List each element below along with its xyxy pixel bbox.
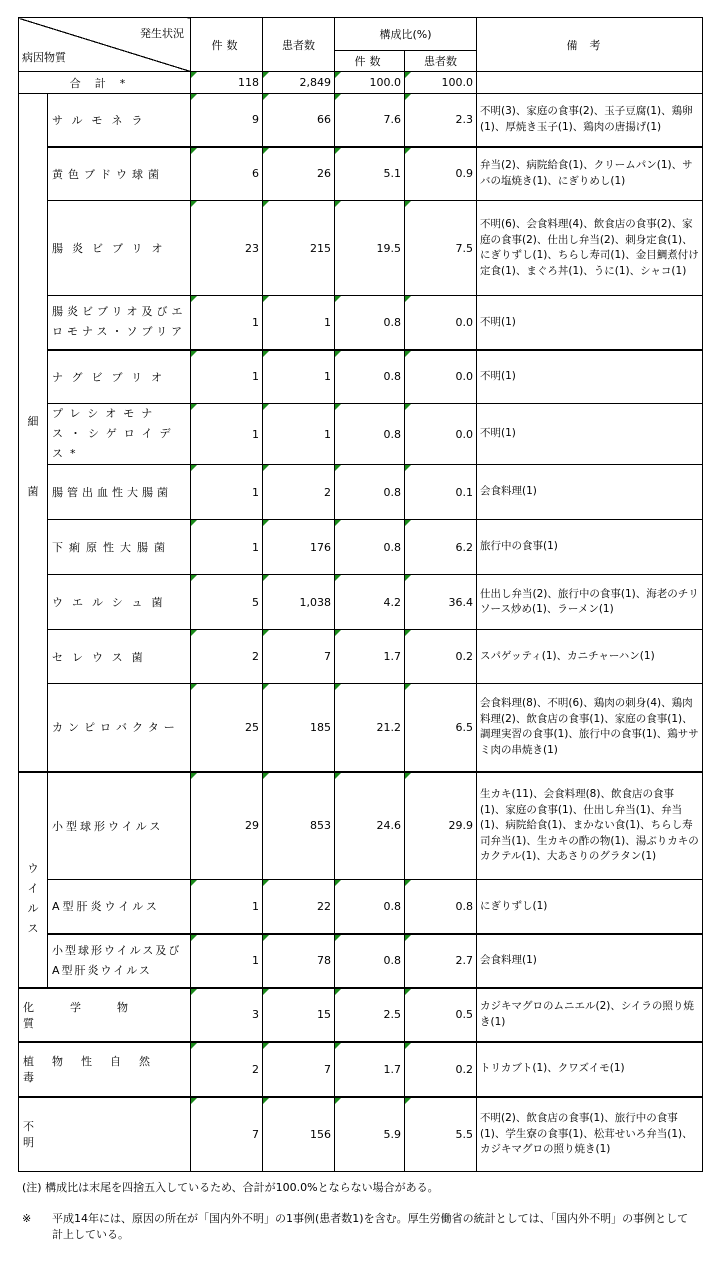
cases-cell: 6 — [191, 147, 263, 201]
agent-name: ナグビブリオ — [48, 350, 191, 404]
pct-cases-cell: 2.5 — [335, 988, 405, 1042]
cases-cell: 2 — [191, 1042, 263, 1097]
cases-cell: 29 — [191, 772, 263, 880]
patients-cell: 853 — [263, 772, 335, 880]
cases-cell: 25 — [191, 684, 263, 772]
table-row — [19, 94, 703, 147]
total-cases: 118 — [191, 72, 263, 94]
patients-cell: 78 — [263, 934, 335, 988]
footnote-2-text: 平成14年には、原因の所在が「国内外不明」の1事例(患者数1)を含む。厚生労働省の統計としては、「国内外不明」の事例として計上している。 — [52, 1212, 689, 1241]
table-row — [19, 880, 703, 934]
total-label: 合計* — [19, 72, 191, 94]
pct-patients-cell: 7.5 — [405, 201, 477, 296]
header-comp-patients: 患者数 — [405, 51, 477, 72]
patients-cell: 7 — [263, 630, 335, 684]
pct-patients-cell: 0.9 — [405, 147, 477, 201]
total-patients: 2,849 — [263, 72, 335, 94]
pct-patients-cell: 0.0 — [405, 296, 477, 350]
agent-name: 下痢原性大腸菌 — [48, 520, 191, 575]
remarks-cell: にぎりずし(1) — [477, 880, 703, 934]
remarks-cell: 弁当(2)、病院給食(1)、クリームパン(1)、サバの塩焼き(1)、にぎりめし(1) — [477, 147, 703, 201]
cases-cell: 1 — [191, 934, 263, 988]
total-pct-cases: 100.0 — [335, 72, 405, 94]
pct-cases-cell: 0.8 — [335, 404, 405, 465]
header-status: 発生状況 — [140, 27, 184, 40]
table-row — [19, 988, 703, 1042]
remarks-cell: 旅行中の食事(1) — [477, 520, 703, 575]
remarks-cell: 不明(2)、飲食店の食事(1)、旅行中の食事(1)、学生寮の食事(1)、松茸せいろ弁当(1)、カジキマグロの照り焼き(1) — [477, 1097, 703, 1172]
agent-name — [48, 934, 191, 988]
remarks-cell: トリカブト(1)、クワズイモ(1) — [477, 1042, 703, 1097]
pct-cases-cell: 0.8 — [335, 296, 405, 350]
pct-patients-cell: 2.7 — [405, 934, 477, 988]
remarks-cell: スパゲッティ(1)、カニチャーハン(1) — [477, 630, 703, 684]
table-row — [19, 147, 703, 201]
pct-cases-cell: 5.1 — [335, 147, 405, 201]
pct-cases-cell: 0.8 — [335, 350, 405, 404]
agent-name: セレウス菌 — [48, 630, 191, 684]
remarks-cell: 不明(3)、家庭の食事(2)、玉子豆腐(1)、鶏卵(1)、厚焼き玉子(1)、鶏肉の唐揚げ(1) — [477, 94, 703, 147]
cases-cell: 1 — [191, 520, 263, 575]
pct-cases-cell: 5.9 — [335, 1097, 405, 1172]
table-row — [19, 630, 703, 684]
pct-patients-cell: 6.5 — [405, 684, 477, 772]
pct-cases-cell: 24.6 — [335, 772, 405, 880]
agent-name: 腸炎ビブリオ — [48, 201, 191, 296]
remarks-cell: 生カキ(11)、会食料理(8)、飲食店の食事(1)、家庭の食事(1)、仕出し弁当(1)、弁当(1)、病院給食(1)、まかない食(1)、ちらし寿司弁当(1)、生カキの酢の物(1)、湯ぶりカキのカクテル(1)、大あさりのグラタン(1) — [477, 772, 703, 880]
group-virus-label: ウイルス — [27, 862, 39, 935]
patients-cell: 22 — [263, 880, 335, 934]
agent-name: ウエルシュ菌 — [48, 575, 191, 630]
cases-cell: 1 — [191, 404, 263, 465]
cases-cell: 23 — [191, 201, 263, 296]
pct-patients-cell: 0.5 — [405, 988, 477, 1042]
agent-name: カンピロバクター — [48, 684, 191, 772]
group-virus — [19, 772, 48, 988]
table-row — [19, 1097, 703, 1172]
patients-cell: 2 — [263, 465, 335, 520]
patients-cell: 156 — [263, 1097, 335, 1172]
patients-cell: 1 — [263, 296, 335, 350]
table-row — [19, 772, 703, 880]
agent-name — [19, 988, 191, 1042]
pct-patients-cell: 29.9 — [405, 772, 477, 880]
agent-name: 小型球形ウイルス — [48, 772, 191, 880]
agent-name-text: プレシオモナス・シゲロイデス* — [52, 407, 178, 460]
pct-cases-cell: 0.8 — [335, 880, 405, 934]
agent-name — [19, 1042, 191, 1097]
pct-cases-cell: 4.2 — [335, 575, 405, 630]
pct-patients-cell: 6.2 — [405, 520, 477, 575]
pct-cases-cell: 19.5 — [335, 201, 405, 296]
pct-cases-cell: 7.6 — [335, 94, 405, 147]
patients-cell: 1 — [263, 404, 335, 465]
total-remarks — [477, 72, 703, 94]
group-bacteria-label: 細菌 — [27, 415, 39, 499]
table-row — [19, 350, 703, 404]
remarks-cell: 不明(1) — [477, 350, 703, 404]
header-comp-cases: 件数 — [335, 51, 405, 72]
patients-cell: 15 — [263, 988, 335, 1042]
cases-cell: 1 — [191, 880, 263, 934]
patients-cell: 7 — [263, 1042, 335, 1097]
agent-name-text: 腸炎ビブリオ及びエロモナス・ソブリア — [52, 305, 187, 339]
patients-cell: 26 — [263, 147, 335, 201]
header-remarks: 備考 — [477, 18, 703, 72]
header-composition: 構成比(%) — [335, 18, 477, 51]
cases-cell: 1 — [191, 296, 263, 350]
pct-cases-cell: 1.7 — [335, 630, 405, 684]
cases-cell: 3 — [191, 988, 263, 1042]
remarks-cell: 会食料理(8)、不明(6)、鶏肉の刺身(4)、鶏肉料理(2)、飲食店の食事(1)、家庭の食事(1)、調理実習の食事(1)、旅行中の食事(1)、鶏ササミ肉の串焼き(1) — [477, 684, 703, 772]
cases-cell: 2 — [191, 630, 263, 684]
table-row — [19, 296, 703, 350]
pct-patients-cell: 0.2 — [405, 630, 477, 684]
cases-cell: 5 — [191, 575, 263, 630]
agent-name: 黄色ブドウ球菌 — [48, 147, 191, 201]
pct-patients-cell: 0.1 — [405, 465, 477, 520]
footnote-1: (注) 構成比は末尾を四捨五入しているため、合計が100.0%とならない場合がある。 — [22, 1181, 439, 1194]
remarks-cell: 不明(1) — [477, 296, 703, 350]
agent-name: 腸管出血性大腸菌 — [48, 465, 191, 520]
pct-patients-cell: 0.8 — [405, 880, 477, 934]
agent-name-text: 植物性自然毒 — [23, 1055, 168, 1084]
remarks-cell: 不明(1) — [477, 404, 703, 465]
table-row — [19, 934, 703, 988]
pct-cases-cell: 0.8 — [335, 934, 405, 988]
patients-cell: 185 — [263, 684, 335, 772]
agent-name-text: 化学物質 — [23, 1000, 164, 1030]
pct-cases-cell: 1.7 — [335, 1042, 405, 1097]
pct-patients-cell: 36.4 — [405, 575, 477, 630]
cases-cell: 7 — [191, 1097, 263, 1172]
patients-cell: 215 — [263, 201, 335, 296]
table-row — [19, 201, 703, 296]
header-cases: 件数 — [191, 18, 263, 72]
header-diagonal-cell — [19, 18, 191, 72]
agent-name-text: 小型球形ウイルス及びA型肝炎ウイルス — [52, 943, 182, 977]
header-patients: 患者数 — [263, 18, 335, 72]
pct-patients-cell: 0.0 — [405, 404, 477, 465]
pct-patients-cell: 5.5 — [405, 1097, 477, 1172]
agent-name-text: 不明 — [23, 1120, 174, 1150]
patients-cell: 1,038 — [263, 575, 335, 630]
table-row — [19, 575, 703, 630]
cases-cell: 9 — [191, 94, 263, 147]
footnote-2 — [22, 1211, 702, 1243]
patients-cell: 1 — [263, 350, 335, 404]
remarks-cell: 不明(6)、会食料理(4)、飲食店の食事(2)、家庭の食事(2)、仕出し弁当(2)、刺身定食(1)、にぎりずし(1)、ちらし寿司(1)、金目鯛煮付け定食(1)、まぐろ丼(1)、うに(1)、シャコ(1) — [477, 201, 703, 296]
agent-name: A型肝炎ウイルス — [48, 880, 191, 934]
table-row — [19, 684, 703, 772]
footnote-2-mark: ※ — [22, 1212, 32, 1225]
agent-name — [48, 404, 191, 465]
patients-cell: 176 — [263, 520, 335, 575]
table-row — [19, 1042, 703, 1097]
food-poisoning-table — [18, 17, 703, 1172]
pct-patients-cell: 0.2 — [405, 1042, 477, 1097]
remarks-cell: 会食料理(1) — [477, 465, 703, 520]
pct-patients-cell: 0.0 — [405, 350, 477, 404]
header-agent: 病因物質 — [22, 51, 66, 64]
agent-name — [48, 296, 191, 350]
table-row — [19, 404, 703, 465]
agent-name — [19, 1097, 191, 1172]
patients-cell: 66 — [263, 94, 335, 147]
pct-patients-cell: 2.3 — [405, 94, 477, 147]
agent-name: サルモネラ — [48, 94, 191, 147]
pct-cases-cell: 0.8 — [335, 520, 405, 575]
table-row — [19, 520, 703, 575]
cases-cell: 1 — [191, 465, 263, 520]
cases-cell: 1 — [191, 350, 263, 404]
pct-cases-cell: 21.2 — [335, 684, 405, 772]
group-bacteria — [19, 94, 48, 772]
pct-cases-cell: 0.8 — [335, 465, 405, 520]
total-pct-patients: 100.0 — [405, 72, 477, 94]
remarks-cell: 会食料理(1) — [477, 934, 703, 988]
remarks-cell: 仕出し弁当(2)、旅行中の食事(1)、海老のチリソース炒め(1)、ラーメン(1) — [477, 575, 703, 630]
remarks-cell: カジキマグロのムニエル(2)、シイラの照り焼き(1) — [477, 988, 703, 1042]
table-row — [19, 465, 703, 520]
